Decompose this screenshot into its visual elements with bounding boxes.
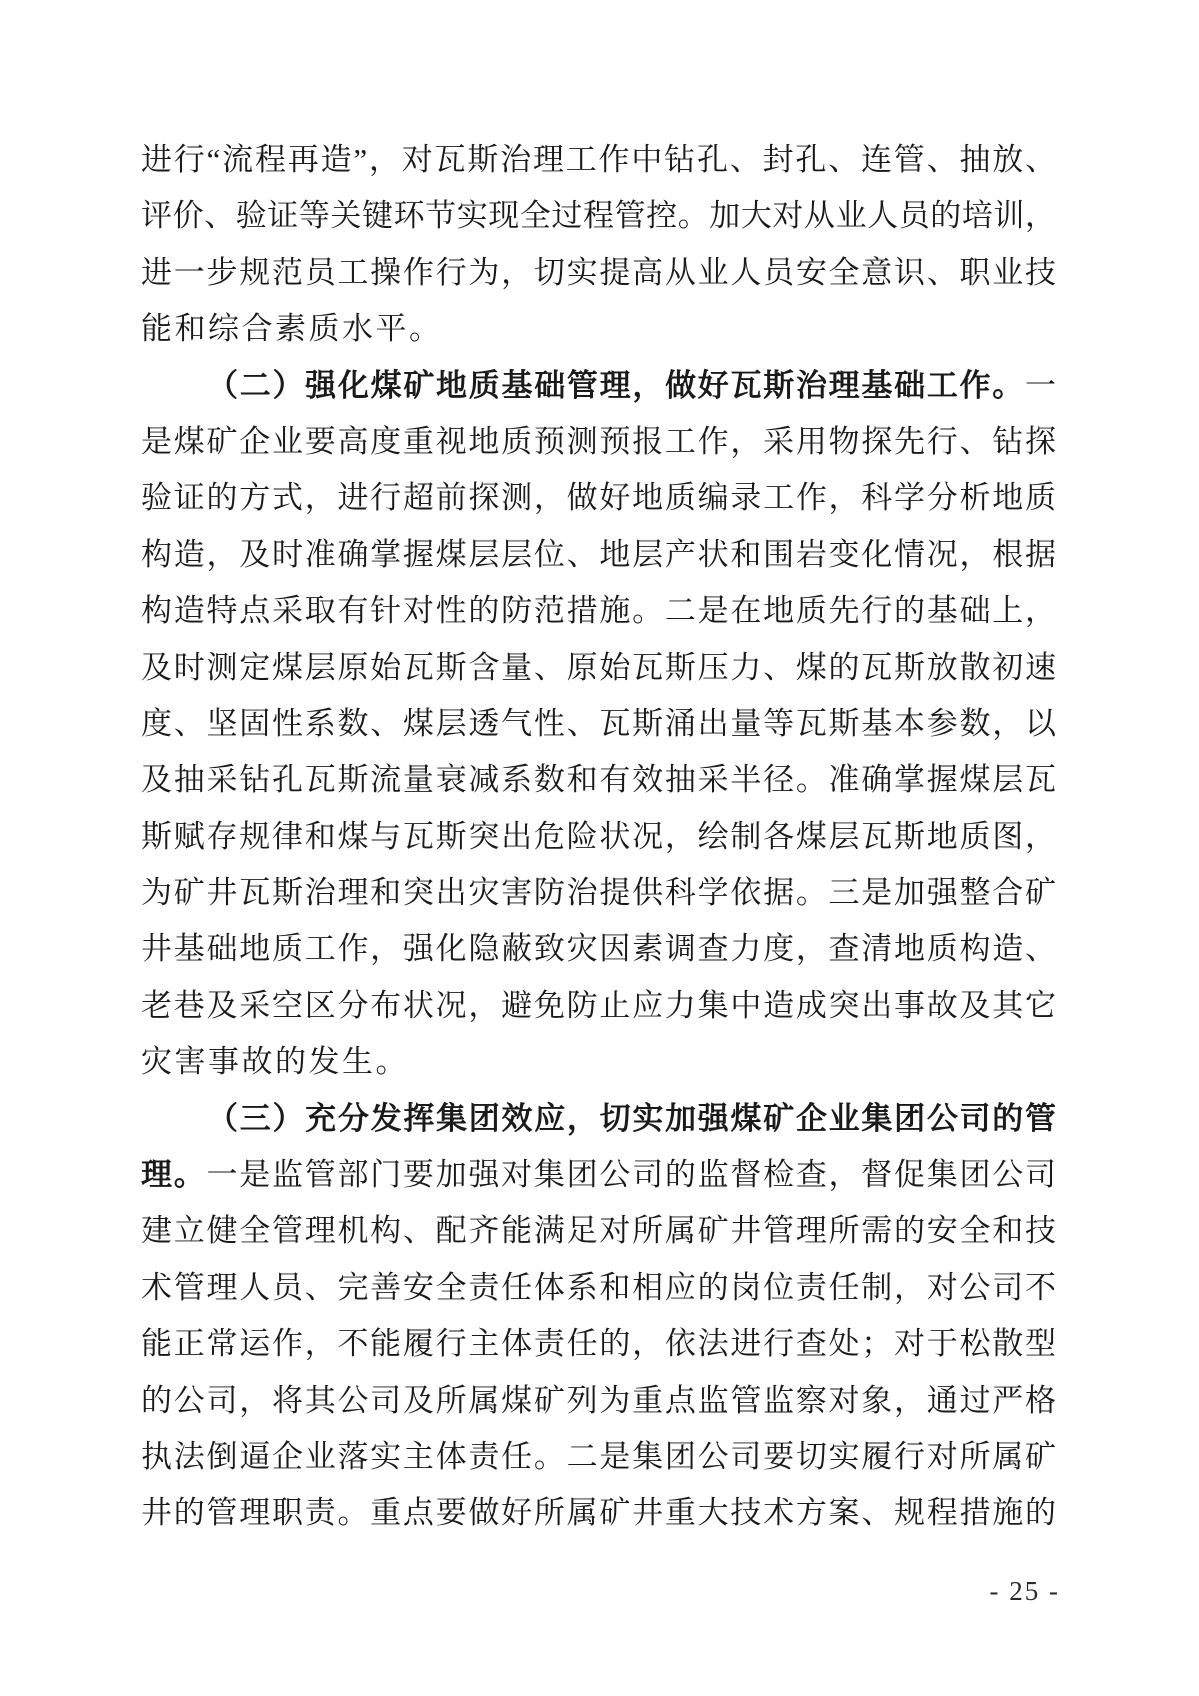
heading-segment: （二）强化煤矿地质基础管理，做好瓦斯治理基础工作。 xyxy=(207,367,1025,403)
text-line xyxy=(141,1429,1056,1485)
text-line xyxy=(141,752,1056,808)
text-segment: 度、坚固性系数、煤层透气性、瓦斯涌出量等瓦斯基本参数，以 xyxy=(141,705,1056,741)
text-segment: 构造，及时准确掌握煤层层位、地层产状和围岩变化情况，根据 xyxy=(141,536,1056,572)
text-segment: 及时测定煤层原始瓦斯含量、原始瓦斯压力、煤的瓦斯放散初速 xyxy=(141,649,1056,685)
text-line xyxy=(141,809,1056,865)
text-segment: 建立健全管理机构、配齐能满足对所属矿井管理所需的安全和技 xyxy=(141,1213,1056,1249)
text-segment: 井的管理职责。重点要做好所属矿井重大技术方案、规程措施的 xyxy=(141,1495,1056,1531)
text-segment: 及抽采钻孔瓦斯流量衰减系数和有效抽采半径。准确掌握煤层瓦 xyxy=(141,762,1056,798)
text-line xyxy=(141,1316,1056,1372)
text-line xyxy=(141,132,1056,188)
text-line xyxy=(141,583,1056,639)
text-segment: 是煤矿企业要高度重视地质预测预报工作，采用物探先行、钻探 xyxy=(141,423,1056,459)
text-segment: 构造特点采取有针对性的防范措施。二是在地质先行的基础上， xyxy=(141,593,1056,629)
text-line xyxy=(141,527,1056,583)
text-line xyxy=(141,865,1056,921)
text-line xyxy=(141,245,1056,301)
text-segment: 老巷及采空区分布状况，避免防止应力集中造成突出事故及其它 xyxy=(141,987,1056,1023)
text-line xyxy=(141,188,1056,244)
text-segment: 一 xyxy=(1025,367,1056,403)
text-block xyxy=(141,132,1056,1542)
page-number: - 25 - xyxy=(989,1576,1060,1606)
text-segment: 评价、验证等关键环节实现全过程管控。加大对从业人员的培训， xyxy=(141,198,1056,234)
text-line xyxy=(141,414,1056,470)
text-line xyxy=(141,978,1056,1034)
text-segment: 为矿井瓦斯治理和突出灾害防治提供科学依据。三是加强整合矿 xyxy=(141,875,1056,911)
text-line xyxy=(141,1373,1056,1429)
text-segment: 执法倒逼企业落实主体责任。二是集团公司要切实履行对所属矿 xyxy=(141,1438,1056,1474)
heading-segment: （三）充分发挥集团效应，切实加强煤矿企业集团公司的管 xyxy=(207,1100,1056,1136)
text-line xyxy=(141,696,1056,752)
text-segment: 能和综合素质水平。 xyxy=(141,311,443,347)
text-line xyxy=(141,1147,1056,1203)
text-line xyxy=(141,1203,1056,1259)
text-segment: 进一步规范员工操作行为，切实提高从业人员安全意识、职业技 xyxy=(141,254,1056,290)
text-line xyxy=(141,358,1056,414)
text-line xyxy=(141,640,1056,696)
text-line xyxy=(141,301,1056,357)
text-line xyxy=(141,1091,1056,1147)
text-segment: 一是监管部门要加强对集团公司的监督检查，督促集团公司 xyxy=(206,1157,1057,1193)
text-line xyxy=(141,1260,1056,1316)
text-line xyxy=(141,1485,1056,1541)
text-segment: 能正常运作，不能履行主体责任的，依法进行查处；对于松散型 xyxy=(141,1326,1056,1362)
text-line xyxy=(141,1034,1056,1090)
text-segment: 的公司，将其公司及所属煤矿列为重点监管监察对象，通过严格 xyxy=(141,1382,1056,1418)
text-segment: 井基础地质工作，强化隐蔽致灾因素调查力度，查清地质构造、 xyxy=(141,931,1056,967)
text-line xyxy=(141,470,1056,526)
text-segment: 斯赋存规律和煤与瓦斯突出危险状况，绘制各煤层瓦斯地质图， xyxy=(141,818,1056,854)
text-segment: 术管理人员、完善安全责任体系和相应的岗位责任制，对公司不 xyxy=(141,1269,1056,1305)
text-segment: 验证的方式，进行超前探测，做好地质编录工作，科学分析地质 xyxy=(141,480,1056,516)
heading-segment: 理。 xyxy=(141,1157,207,1193)
text-line xyxy=(141,921,1056,977)
text-segment: 进行“流程再造”，对瓦斯治理工作中钻孔、封孔、连管、抽放、 xyxy=(141,142,1057,177)
text-segment: 灾害事故的发生。 xyxy=(141,1044,409,1080)
